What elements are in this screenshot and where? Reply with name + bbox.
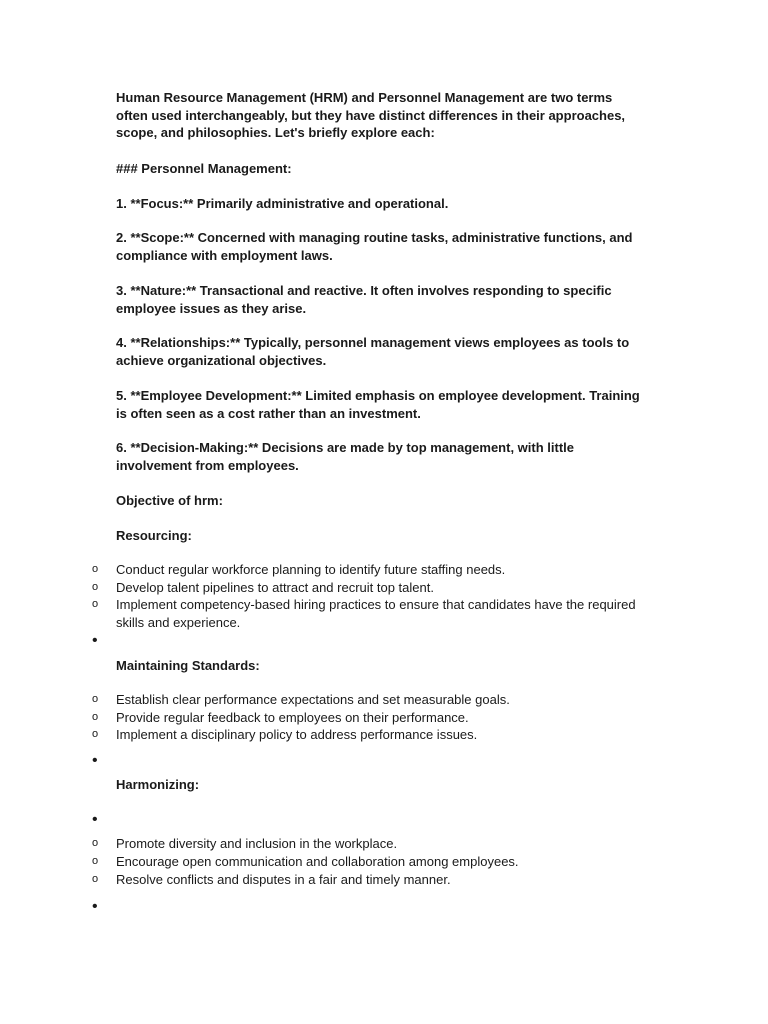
- list-item-text: Promote diversity and inclusion in the workplace.: [116, 836, 398, 851]
- circle-bullet-icon: o: [92, 855, 99, 867]
- dot-bullet-icon: •: [92, 898, 98, 915]
- list-item-text: Provide regular feedback to employees on their performance.: [116, 710, 469, 725]
- list-item-text: Resolve conflicts and disputes in a fair and timely manner.: [116, 872, 451, 887]
- list-item: [92, 709, 646, 727]
- list-item: [92, 726, 646, 744]
- dot-bullet-icon: •: [92, 632, 98, 649]
- circle-bullet-icon: o: [92, 873, 99, 885]
- list-item: [92, 579, 646, 597]
- list-item-text: Conduct regular workforce planning to identify future staffing needs.: [116, 562, 506, 577]
- list-item-text: Establish clear performance expectations and set measurable goals.: [116, 692, 510, 707]
- list-item-text: Develop talent pipelines to attract and recruit top talent.: [116, 580, 434, 595]
- point-decision-making: 6. **Decision-Making:** Decisions are made by top management, with little involvement from employees.: [116, 440, 575, 473]
- point-employee-development: 5. **Employee Development:** Limited emphasis on employee development. Training is often seen as a cost rather than an investment.: [116, 388, 640, 421]
- list-item: [92, 691, 646, 709]
- list-item: [92, 835, 646, 853]
- list-item: [92, 853, 646, 871]
- circle-bullet-icon: o: [92, 728, 99, 740]
- dot-bullet-icon: •: [92, 752, 98, 769]
- circle-bullet-icon: o: [92, 563, 99, 575]
- maintaining-heading: Maintaining Standards:: [116, 658, 260, 673]
- circle-bullet-icon: o: [92, 693, 99, 705]
- circle-bullet-icon: o: [92, 837, 99, 849]
- list-item-text: Implement a disciplinary policy to address performance issues.: [116, 727, 478, 742]
- circle-bullet-icon: o: [92, 598, 99, 610]
- personnel-heading: ### Personnel Management:: [116, 161, 292, 176]
- point-focus: 1. **Focus:** Primarily administrative and operational.: [116, 196, 449, 211]
- list-item: [92, 871, 646, 889]
- dot-bullet-icon: •: [92, 811, 98, 828]
- list-item-text: Implement competency-based hiring practices to ensure that candidates have the required skills and experience.: [116, 597, 636, 630]
- point-scope: 2. **Scope:** Concerned with managing routine tasks, administrative functions, and compliance with employment laws.: [116, 230, 633, 263]
- objective-heading: Objective of hrm:: [116, 493, 223, 508]
- list-item: [92, 596, 646, 631]
- resourcing-heading: Resourcing:: [116, 528, 192, 543]
- point-nature: 3. **Nature:** Transactional and reactive. It often involves responding to specific employee issues as they arise.: [116, 283, 612, 316]
- list-item: [92, 561, 646, 579]
- circle-bullet-icon: o: [92, 581, 99, 593]
- intro-paragraph: Human Resource Management (HRM) and Personnel Management are two terms often used interchangeably, but they have distinct differences in their approaches, scope, and philosophies. Let's briefly explore each:: [116, 90, 626, 140]
- harmonizing-heading: Harmonizing:: [116, 777, 200, 792]
- circle-bullet-icon: o: [92, 711, 99, 723]
- list-item-text: Encourage open communication and collaboration among employees.: [116, 854, 519, 869]
- point-relationships: 4. **Relationships:** Typically, personnel management views employees as tools to achieve organizational objectives.: [116, 335, 630, 368]
